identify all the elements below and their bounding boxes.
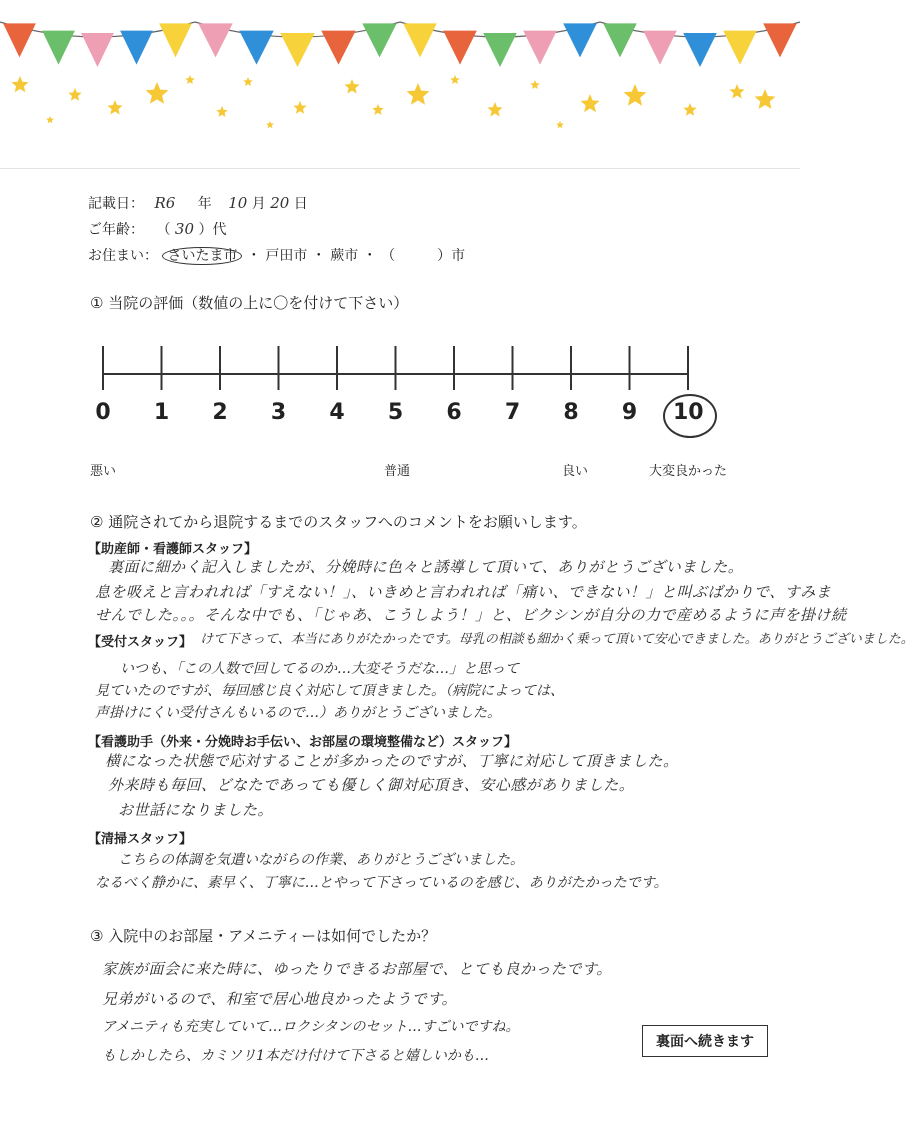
star-icon: [487, 102, 502, 117]
age-value: 30: [174, 220, 194, 238]
scale-number-8: 8: [563, 400, 579, 425]
section3-title: ③ 入院中のお部屋・アメニティーは如何でしたか？: [90, 927, 437, 945]
amenity-comment-line-1: 家族が面会に来た時に、ゆったりできるお部屋で、とても良かったです。: [102, 960, 612, 978]
age-field: [88, 219, 226, 239]
star-icon: [624, 84, 647, 106]
reception-label: 【受付スタッフ】: [88, 635, 193, 650]
residence-label: お住まい：: [88, 248, 158, 264]
date-era: R6: [154, 194, 176, 212]
star-icon: [683, 103, 696, 116]
banner-divider: [0, 168, 800, 169]
star-icon: [46, 116, 54, 123]
date-day: 20: [270, 194, 290, 212]
star-icon: [344, 79, 359, 94]
star-icon: [372, 104, 383, 115]
bunting-flag: [280, 33, 314, 67]
star-icon: [185, 75, 195, 84]
label-good: 良い: [562, 464, 589, 479]
rating-scale-line: [0, 330, 800, 400]
scale-number-2: 2: [212, 400, 228, 425]
midwife-comment-continued: けて下さって、本当にありがたかったです。母乳の相談も細かく乗って頂いて安心できました。ありがとうございました。: [200, 632, 914, 647]
scale-number-10: 10: [673, 400, 704, 425]
bunting-flag: [3, 23, 36, 57]
bunting-flag: [321, 31, 355, 65]
section1-title: ① 当院の評価（数値の上に〇を付けて下さい）: [90, 294, 409, 312]
star-icon: [146, 82, 169, 104]
bunting-flag: [81, 33, 114, 67]
cleaning-comment-line-1: こちらの体調を気遣いながらの作業、ありがとうございました。: [118, 852, 524, 868]
star-icon: [450, 75, 460, 84]
bunting-flag: [563, 23, 597, 57]
bunting-flag: [120, 31, 153, 65]
star-icon: [68, 88, 81, 101]
bunting-flag: [239, 31, 273, 65]
reception-comment-line-1: いつも、「この人数で回してるのか…大変そうだな…」と思って: [120, 661, 519, 677]
bunting-flag: [198, 23, 232, 57]
amenity-comment-line-3: アメニティも充実していて…ロクシタンのセット…すごいですね。: [102, 1019, 520, 1035]
section2-title: ② 通院されてから退院するまでのスタッフへのコメントをお願いします。: [90, 513, 587, 531]
star-icon: [407, 83, 430, 105]
star-icon: [107, 100, 122, 115]
star-icon: [755, 89, 776, 109]
bunting-flag: [683, 33, 717, 67]
bunting-flag: [723, 31, 757, 65]
star-icon: [266, 121, 274, 128]
scale-number-6: 6: [446, 400, 462, 425]
bunting-flag: [403, 23, 437, 57]
bunting-banner: [0, 0, 800, 170]
residence-options: ・ 戸田市 ・ 蕨市 ・ （ ）市: [246, 248, 466, 264]
date-label: 記載日：: [88, 196, 144, 212]
star-icon: [581, 94, 600, 112]
bunting-flag: [443, 31, 477, 65]
label-normal: 普通: [384, 464, 411, 479]
reception-comment-line-3: 声掛けにくい受付さんもいるので…）ありがとうございました。: [95, 705, 501, 721]
midwife-comment-line-2: 息を吸えと言われれば「すえない！」、いきめと言われれば「痛い、できない！」と叫ぶばかりで、すみま: [95, 583, 832, 601]
bunting-flag: [362, 23, 396, 57]
age-label: ご年齢：: [88, 222, 144, 238]
assistant-label: 【看護助手（外来・分娩時お手伝い、お部屋の環境整備など）スタッフ】: [88, 735, 518, 750]
star-icon: [216, 106, 227, 117]
selected-rating-circle: [663, 394, 717, 438]
bunting-flag: [603, 23, 637, 57]
amenity-comment-line-2: 兄弟がいるので、和室で居心地良かったようです。: [102, 990, 458, 1008]
scale-number-4: 4: [329, 400, 345, 425]
cleaning-label: 【清掃スタッフ】: [88, 832, 193, 847]
midwife-comment-line-1: 裏面に細かく記入しましたが、分娩時に色々と誘導して頂いて、ありがとうございました。: [108, 558, 744, 576]
age-close: ）代: [198, 222, 227, 238]
scale-number-9: 9: [621, 400, 638, 425]
assistant-comment-line-3: お世話になりました。: [118, 801, 274, 819]
date-field: [88, 193, 308, 213]
date-month: 10: [228, 194, 248, 212]
star-icon: [556, 121, 564, 128]
label-bad: 悪い: [90, 464, 117, 479]
bunting-flag: [42, 31, 75, 65]
age-open: （: [156, 222, 171, 238]
star-icon: [11, 76, 28, 92]
bunting-flag: [159, 23, 192, 57]
rating-scale: [0, 330, 800, 490]
star-icon: [293, 101, 306, 114]
residence-field: [88, 245, 465, 265]
assistant-comment-line-1: 横になった状態で応対することが多かったのですが、丁寧に対応して頂きました。: [105, 752, 679, 770]
date-month-suffix: 月: [251, 196, 266, 212]
bunting-flag: [483, 33, 517, 67]
amenity-comment-line-4: もしかしたら、カミソリ1本だけ付けて下さると嬉しいかも…: [102, 1048, 489, 1064]
label-great: 大変良かった: [649, 464, 728, 479]
scale-number-0: 0: [95, 400, 111, 425]
cleaning-comment-line-2: なるべく静かに、素早く、丁寧に…とやって下さっているのを感じ、ありがたかったです。: [95, 875, 668, 891]
bunting-flag: [643, 31, 677, 65]
date-year-suffix: 年: [197, 196, 212, 212]
scale-number-5: 5: [387, 400, 404, 425]
scale-number-3: 3: [270, 400, 287, 425]
bunting-flag: [763, 23, 797, 57]
star-icon: [729, 84, 744, 99]
midwife-label: 【助産師・看護師スタッフ】: [88, 542, 258, 557]
midwife-comment-line-3: せんでした。。。そんな中でも、「じゃあ、こうしよう！」と、ビクシンが自分の力で産めるように声を掛け続: [95, 606, 847, 624]
bunting-flag: [523, 31, 557, 65]
assistant-comment-line-2: 外来時も毎回、どなたであっても優しく御対応頂き、安心感がありました。: [108, 776, 635, 794]
residence-selected: さいたま市: [162, 247, 242, 265]
reception-comment-line-2: 見ていたのですが、毎回感じ良く対応して頂きました。（病院によっては、: [95, 683, 564, 699]
scale-number-1: 1: [153, 400, 170, 425]
scale-number-7: 7: [504, 400, 521, 425]
star-icon: [530, 80, 540, 89]
date-day-suffix: 日: [293, 196, 308, 212]
continue-on-back-note: 裏面へ続きます: [642, 1025, 768, 1057]
star-icon: [243, 77, 253, 86]
